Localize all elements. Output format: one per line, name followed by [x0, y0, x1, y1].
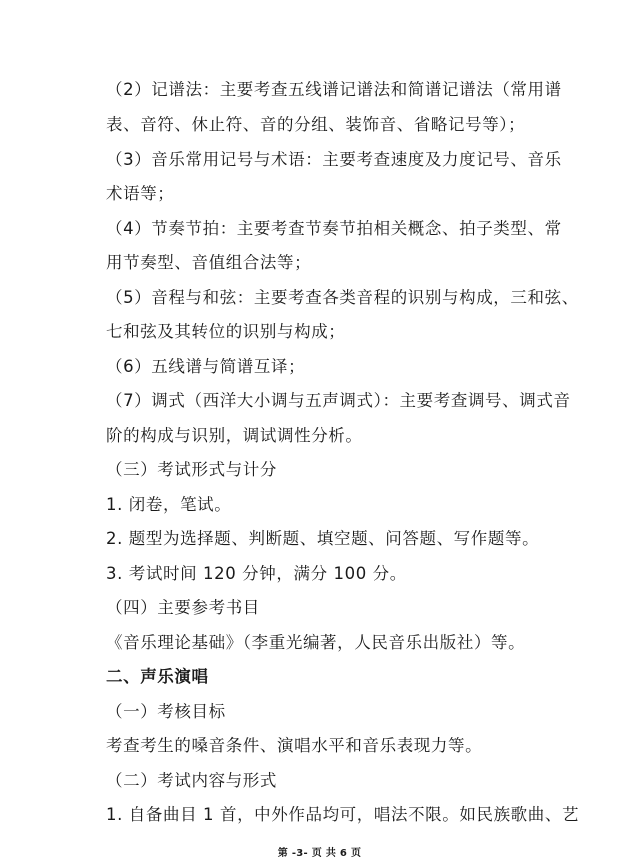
reference-book: 《音乐理论基础》（李重光编著，人民音乐出版社）等。: [106, 633, 526, 652]
item-2-line-1: （2）记谱法：主要考查五线谱记谱法和简谱记谱法（常用谱: [106, 80, 562, 99]
item-3-line-2: 术语等；: [106, 184, 175, 203]
exam-form-item-2: 2. 题型为选择题、判断题、填空题、问答题、写作题等。: [106, 529, 540, 548]
item-3-line-1: （3）音乐常用记号与术语：主要考查速度及力度记号、音乐: [106, 150, 562, 169]
vocal-content-heading: （二）考试内容与形式: [106, 771, 277, 790]
section-vocal-heading: 二、声乐演唱: [106, 667, 209, 686]
section-exam-form-heading: （三）考试形式与计分: [106, 460, 277, 479]
page-footer: 第 -3- 页 共 6 页: [277, 848, 362, 859]
item-7-line-1: （7）调式（西洋大小调与五声调式）：主要考查调号、调式音: [106, 391, 571, 410]
vocal-goal-heading: （一）考核目标: [106, 702, 226, 721]
item-5-line-2: 七和弦及其转位的识别与构成；: [106, 322, 346, 341]
item-4-line-2: 用节奏型、音值组合法等；: [106, 253, 312, 272]
item-2-line-2: 表、音符、休止符、音的分组、装饰音、省略记号等）；: [106, 115, 526, 134]
item-5-line-1: （5）音程与和弦：主要考查各类音程的识别与构成，三和弦、: [106, 288, 579, 307]
item-6-line: （6）五线谱与简谱互译；: [106, 357, 306, 376]
vocal-content-item-1: 1. 自备曲目 1 首，中外作品均可，唱法不限。如民族歌曲、艺: [106, 805, 580, 824]
item-4-line-1: （4）节奏节拍：主要考查节奏节拍相关概念、拍子类型、常: [106, 219, 562, 238]
item-7-line-2: 阶的构成与识别，调试调性分析。: [106, 426, 363, 445]
vocal-goal-text: 考查考生的嗓音条件、演唱水平和音乐表现力等。: [106, 736, 483, 755]
exam-form-item-3: 3. 考试时间 120 分钟，满分 100 分。: [106, 564, 407, 583]
section-reference-heading: （四）主要参考书目: [106, 598, 260, 617]
exam-form-item-1: 1. 闭卷，笔试。: [106, 495, 232, 514]
